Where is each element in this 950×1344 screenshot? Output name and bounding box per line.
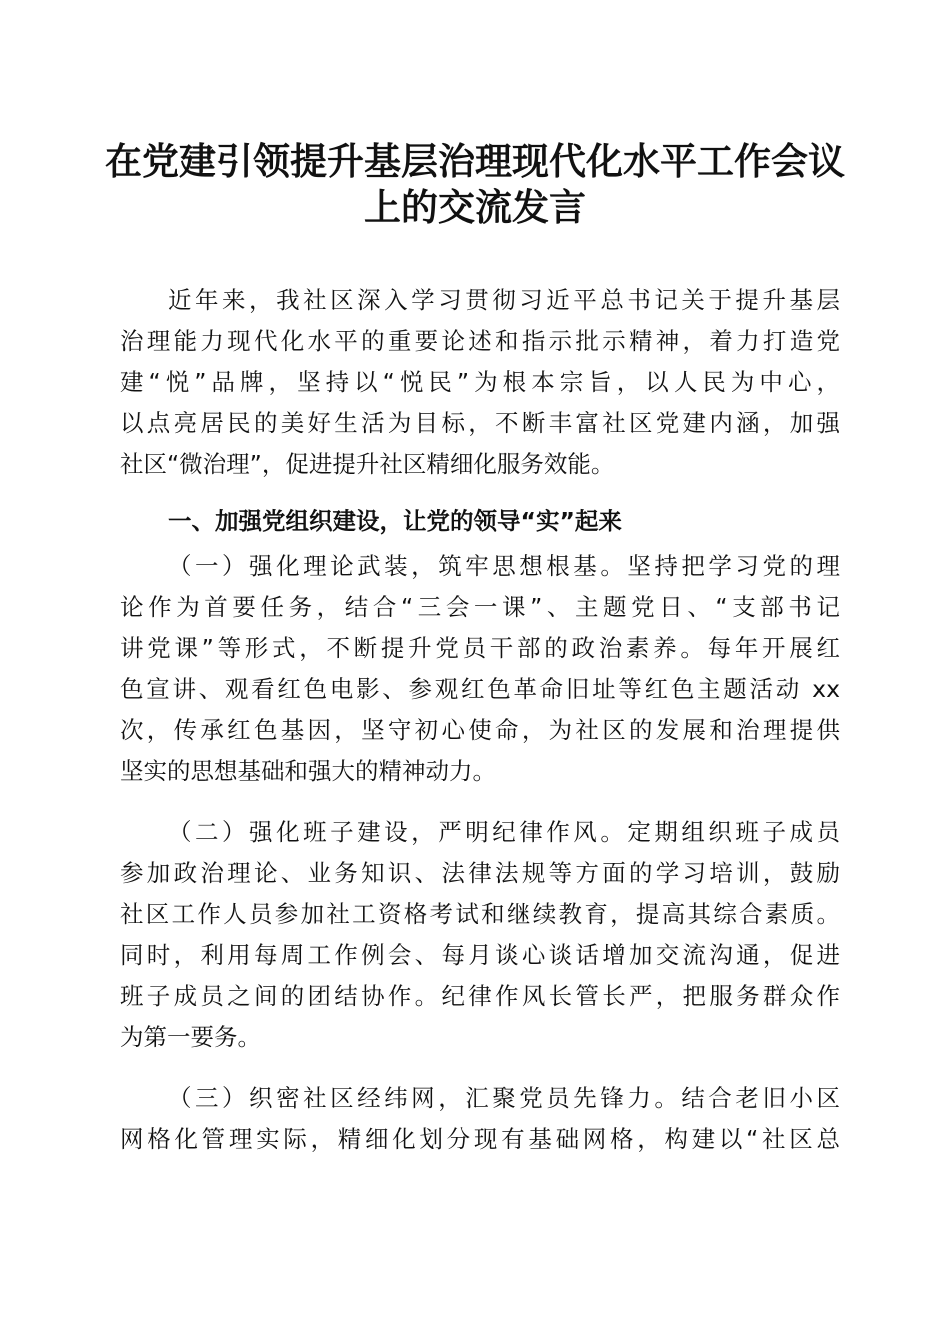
- paragraph-line: 讲党课”等形式，不断提升党员干部的政治素养。每年开展红: [120, 634, 840, 662]
- paragraph-line: 色宣讲、观看红色电影、参观红色革命旧址等红色主题活动 xx: [120, 675, 840, 703]
- document-title-line-1: 在党建引领提升基层治理现代化水平工作会议: [105, 139, 845, 183]
- paragraph-line: 为第一要务。: [120, 1023, 261, 1051]
- paragraph-line: （二）强化班子建设，严明纪律作风。定期组织班子成员: [168, 818, 840, 846]
- paragraph-line: 同时，利用每周工作例会、每月谈心谈话增加交流沟通，促进: [120, 941, 840, 969]
- document-title-line-2: 上的交流发言: [364, 185, 586, 229]
- intro-line: 建“悦”品牌，坚持以“悦民”为根本宗旨，以人民为中心，: [120, 368, 840, 396]
- paragraph-line: 社区工作人员参加社工资格考试和继续教育，提高其综合素质。: [120, 900, 840, 928]
- paragraph-line: 参加政治理论、业务知识、法律法规等方面的学习培训，鼓励: [120, 859, 840, 887]
- paragraph-line: 次，传承红色基因，坚守初心使命，为社区的发展和治理提供: [120, 716, 840, 744]
- paragraph-line: 网格化管理实际，精细化划分现有基础网格，构建以“社区总: [120, 1125, 840, 1153]
- intro-line: 以点亮居民的美好生活为目标，不断丰富社区党建内涵，加强: [120, 409, 840, 437]
- paragraph-line: 班子成员之间的团结协作。纪律作风长管长严，把服务群众作: [120, 982, 840, 1010]
- intro-line: 治理能力现代化水平的重要论述和指示批示精神，着力打造党: [120, 327, 840, 355]
- paragraph-line: 论作为首要任务，结合“三会一课”、主题党日、“支部书记: [120, 593, 840, 621]
- paragraph-line: （三）织密社区经纬网，汇聚党员先锋力。结合老旧小区: [168, 1084, 840, 1112]
- paragraph-line: （一）强化理论武装，筑牢思想根基。坚持把学习党的理: [168, 552, 840, 580]
- intro-line: 近年来，我社区深入学习贯彻习近平总书记关于提升基层: [168, 286, 840, 314]
- paragraph-line: 坚实的思想基础和强大的精神动力。: [120, 757, 496, 785]
- section-heading: 一、加强党组织建设，让党的领导“实”起来: [168, 507, 622, 535]
- intro-line: 社区“微治理”，促进提升社区精细化服务效能。: [120, 450, 615, 478]
